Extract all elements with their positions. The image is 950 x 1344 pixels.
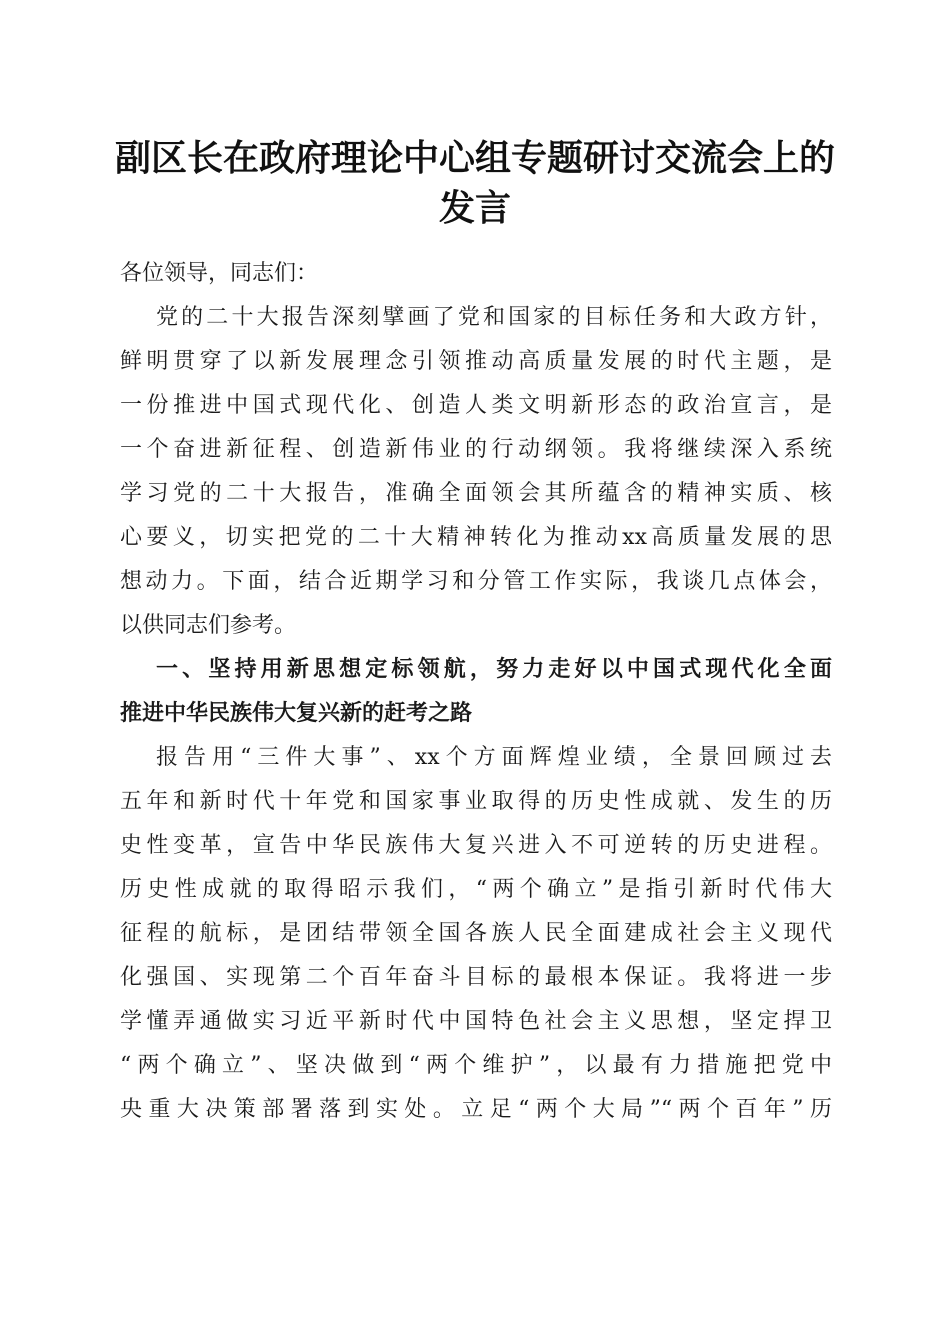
paragraph-line: 党的二十大报告深刻擘画了党和国家的目标任务和大政方针， <box>156 305 832 330</box>
salutation <box>120 252 832 296</box>
paragraph-line: 历史性成就的取得昭示我们，“两个确立”是指引新时代伟大 <box>120 877 832 902</box>
document-title <box>100 133 850 233</box>
heading-line: 一、坚持用新思想定标领航，努力走好以中国式现代化全面 <box>156 657 832 682</box>
section-heading-1 <box>120 648 832 736</box>
paragraph-1 <box>120 296 832 648</box>
salutation-line: 各位领导，同志们： <box>120 261 319 286</box>
paragraph-line: “两个确立”、坚决做到“两个维护”，以最有力措施把党中 <box>120 1053 832 1078</box>
paragraph-line: 报告用“三件大事”、xx个方面辉煌业绩，全景回顾过去 <box>156 745 832 770</box>
paragraph-line: 征程的航标，是团结带领全国各族人民全面建成社会主义现代 <box>120 921 832 946</box>
paragraph-line: 想动力。下面，结合近期学习和分管工作实际，我谈几点体会， <box>120 569 832 594</box>
paragraph-line: 学懂弄通做实习近平新时代中国特色社会主义思想，坚定捍卫 <box>120 1009 832 1034</box>
paragraph-line: 史性变革，宣告中华民族伟大复兴进入不可逆转的历史进程。 <box>120 833 832 858</box>
paragraph-2 <box>120 736 832 1132</box>
paragraph-line: 化强国、实现第二个百年奋斗目标的最根本保证。我将进一步 <box>120 965 832 990</box>
paragraph-line: 五年和新时代十年党和国家事业取得的历史性成就、发生的历 <box>120 789 832 814</box>
heading-line: 推进中华民族伟大复兴新的赶考之路 <box>120 701 473 726</box>
paragraph-line: 鲜明贯穿了以新发展理念引领推动高质量发展的时代主题，是 <box>120 349 832 374</box>
paragraph-line: 一份推进中国式现代化、创造人类文明新形态的政治宣言，是 <box>120 393 832 418</box>
paragraph-line: 央重大决策部署落到实处。立足“两个大局”“两个百年”历 <box>120 1097 832 1122</box>
paragraph-line: 一个奋进新征程、创造新伟业的行动纲领。我将继续深入系统 <box>120 437 832 462</box>
paragraph-line: 以供同志们参考。 <box>120 613 297 638</box>
title-line-1: 副区长在政府理论中心组专题研讨交流会上的 <box>114 137 835 179</box>
title-line-2: 发言 <box>438 187 511 229</box>
paragraph-line: 学习党的二十大报告，准确全面领会其所蕴含的精神实质、核 <box>120 481 832 506</box>
paragraph-line: 心要义，切实把党的二十大精神转化为推动xx高质量发展的思 <box>120 525 832 550</box>
document-body <box>120 252 832 1132</box>
